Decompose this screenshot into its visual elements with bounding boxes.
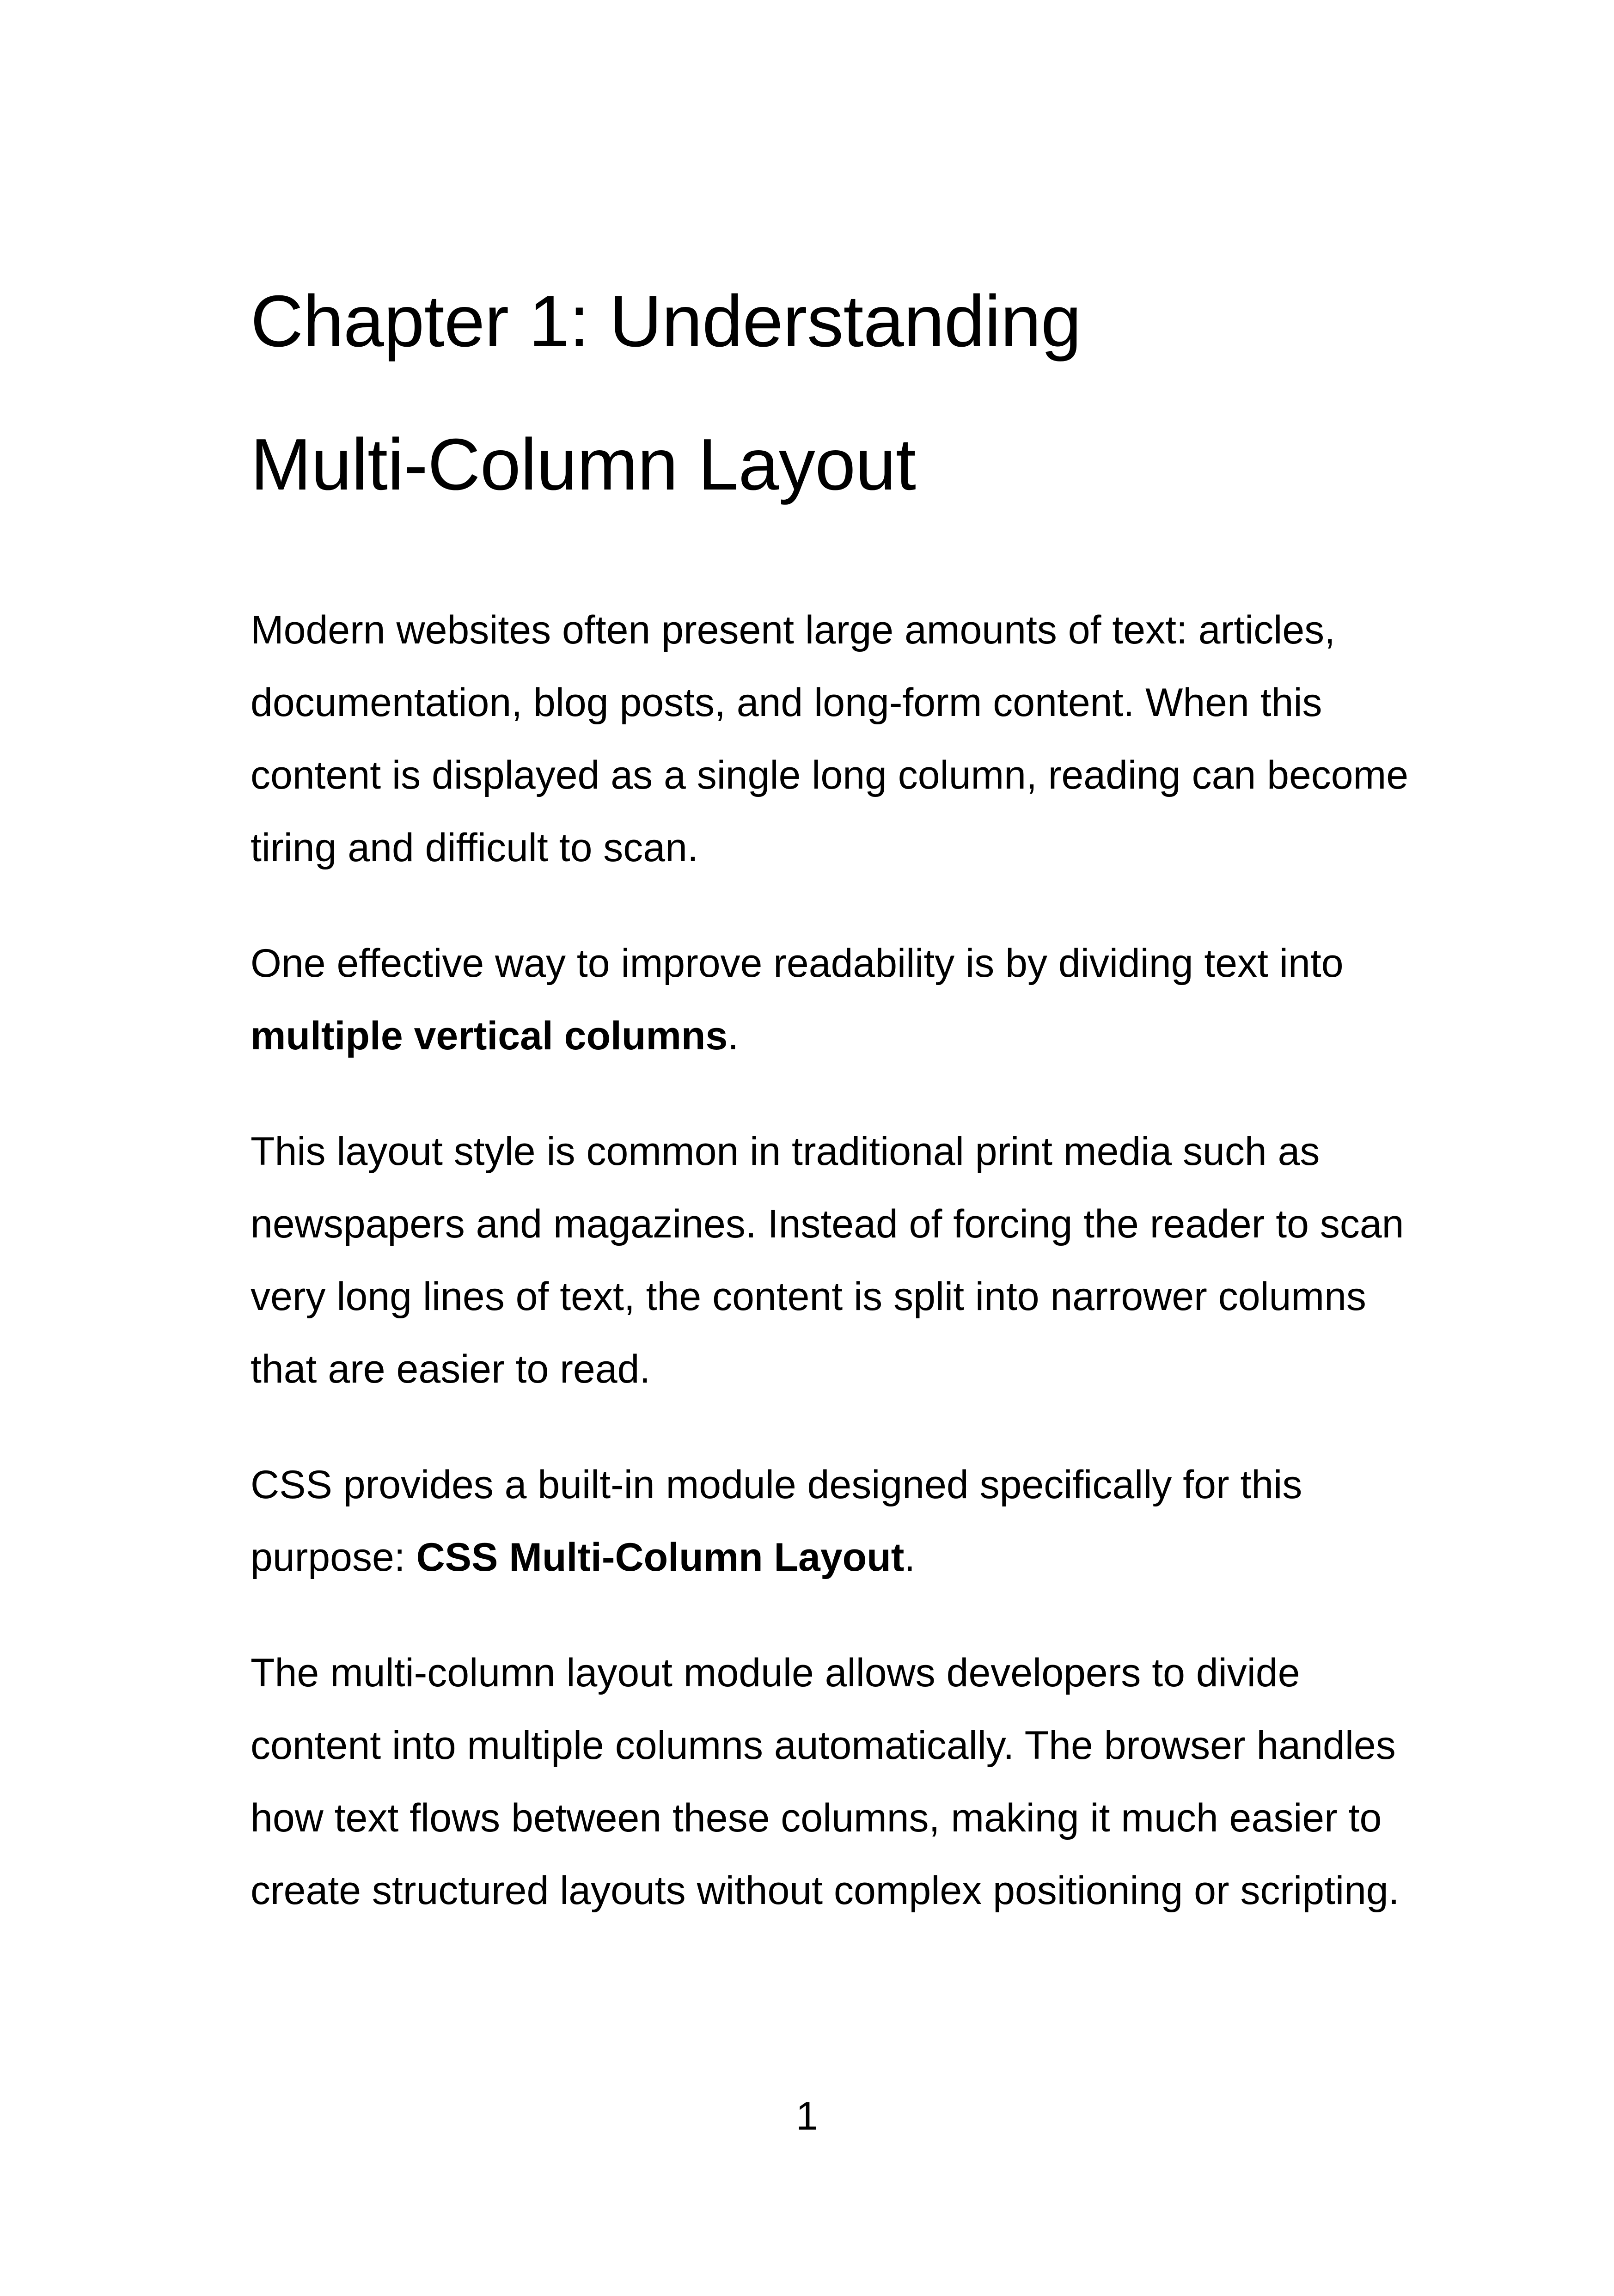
paragraph-3: This layout style is common in traditional print media such as newspapers and magazines. Instead of forcing the reader to scan very long lines of text, the content is split into narrower columns that are easier to read. (251, 1129, 1404, 1391)
paragraph-4-text: CSS provides a built-in module designed specifically for this purpose: (251, 1463, 1302, 1580)
paragraph-5: The multi-column layout module allows developers to divide content into multiple columns automatically. The browser handles how text flows between these columns, making it much easier to create structured layouts without complex positioning or scripting. (251, 1651, 1400, 1913)
paragraph-4 (251, 1449, 1429, 1594)
page-number: 1 (796, 2094, 818, 2138)
paragraph-4-end: . (904, 1535, 916, 1580)
paragraph-2 (251, 927, 1429, 1072)
paragraph-4-bold: CSS Multi-Column Layout (416, 1535, 905, 1580)
paragraph-2-end: . (728, 1014, 739, 1058)
body-text (251, 594, 1429, 1927)
paragraph-2-bold: multiple vertical columns (251, 1014, 728, 1058)
chapter-title-line-2: Multi-Column Layout (251, 424, 916, 505)
paragraph-2-text: One effective way to improve readability is by dividing text into (251, 941, 1344, 986)
chapter-title-line-1: Chapter 1: Understanding (251, 281, 1082, 362)
page-content (251, 250, 1429, 1927)
chapter-title (251, 250, 1429, 536)
paragraph-1: Modern websites often present large amounts of text: articles, documentation, blog posts, and long-form content. When this content is displayed as a single long column, reading can become tiring and difficult to scan. (251, 608, 1409, 870)
